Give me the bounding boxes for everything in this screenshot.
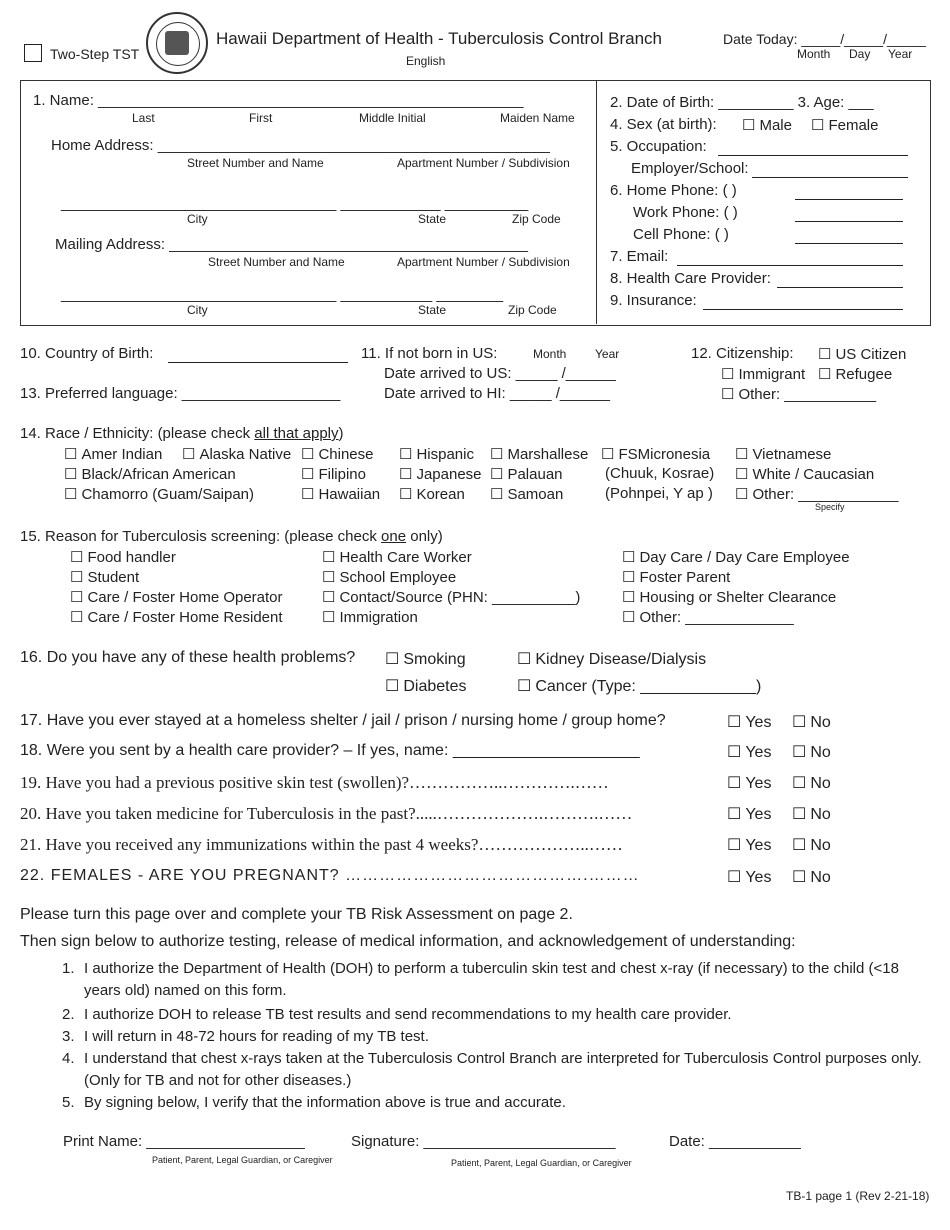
race-white[interactable]: ☐ White / Caucasian bbox=[735, 465, 874, 483]
q22-no[interactable]: ☐ No bbox=[792, 867, 831, 887]
instruction-line-2: Then sign below to authorize testing, release of medical information, and acknowledgement of understanding: bbox=[20, 933, 796, 950]
health-cancer[interactable]: ☐ Cancer (Type: _____________) bbox=[517, 676, 761, 696]
footer-rev: TB-1 page 1 (Rev 2-21-18) bbox=[786, 1189, 930, 1203]
race-black[interactable]: ☐ Black/African American bbox=[64, 465, 236, 483]
reason-health-care-worker[interactable]: ☐ Health Care Worker bbox=[322, 548, 472, 566]
reason-food-handler[interactable]: ☐ Food handler bbox=[70, 548, 176, 566]
race-marshallese[interactable]: ☐ Marshallese bbox=[490, 445, 588, 463]
work-phone-label: Work Phone: ( ) bbox=[633, 204, 738, 221]
reason-school-employee[interactable]: ☐ School Employee bbox=[322, 568, 456, 586]
print-name-field[interactable]: Print Name: ___________________ bbox=[63, 1133, 305, 1150]
race-korean[interactable]: ☐ Korean bbox=[399, 485, 465, 503]
provider-label: 8. Health Care Provider: bbox=[610, 270, 771, 287]
date-today[interactable]: Date Today: _____/_____/_____ bbox=[723, 31, 926, 47]
question-20: 20. Have you taken medicine for Tuberculosis in the past?.....……………….……….…… bbox=[20, 804, 633, 823]
sex-female-checkbox[interactable]: ☐ Female bbox=[811, 116, 878, 134]
date-label-day: Day bbox=[849, 47, 871, 61]
race-vietnamese[interactable]: ☐ Vietnamese bbox=[735, 445, 831, 463]
health-kidney[interactable]: ☐ Kidney Disease/Dialysis bbox=[517, 649, 706, 669]
specify-label: Specify bbox=[815, 502, 845, 512]
label-maiden: Maiden Name bbox=[500, 111, 575, 125]
state-seal-icon bbox=[146, 12, 208, 74]
date-label-month: Month bbox=[797, 47, 831, 61]
race-fsmicronesia[interactable]: ☐ FSMicronesia bbox=[601, 445, 710, 463]
q21-no[interactable]: ☐ No bbox=[792, 835, 831, 855]
citizenship-label: 12. Citizenship: bbox=[691, 345, 794, 362]
home-phone-label: 6. Home Phone: ( ) bbox=[610, 182, 737, 199]
signature-field[interactable]: Signature: _______________________ bbox=[351, 1133, 616, 1150]
question-21: 21. Have you received any immunizations within the past 4 weeks?………………..…… bbox=[20, 835, 623, 854]
reason-contact-source[interactable]: ☐ Contact/Source (PHN: __________) bbox=[322, 588, 580, 606]
label-apt: Apartment Number / Subdivision bbox=[397, 156, 570, 170]
home-city-field[interactable]: _________________________________ ____________ __________ bbox=[61, 195, 529, 212]
fsm-sub-2: (Pohnpei, Y ap ) bbox=[605, 485, 713, 502]
print-name-sub: Patient, Parent, Legal Guardian, or Caregiver bbox=[152, 1155, 333, 1165]
reason-other[interactable]: ☐ Other: _____________ bbox=[622, 608, 794, 626]
race-other[interactable]: ☐ Other: ____________ bbox=[735, 485, 898, 503]
date-field[interactable]: Date: ___________ bbox=[669, 1133, 801, 1150]
work-phone-input[interactable] bbox=[795, 206, 903, 222]
form-title: Hawaii Department of Health - Tuberculosis Control Branch bbox=[216, 29, 662, 48]
label-zip-2: Zip Code bbox=[508, 303, 557, 317]
reason-heading: 15. Reason for Tuberculosis screening: (please check one only) bbox=[20, 528, 443, 545]
q19-no[interactable]: ☐ No bbox=[792, 773, 831, 793]
label-city: City bbox=[187, 212, 208, 226]
reason-student[interactable]: ☐ Student bbox=[70, 568, 139, 586]
language-label: English bbox=[406, 54, 446, 68]
box-divider bbox=[596, 80, 597, 324]
date-label-year: Year bbox=[888, 47, 913, 61]
label-street-2: Street Number and Name bbox=[208, 255, 345, 269]
cell-phone-input[interactable] bbox=[795, 228, 903, 244]
race-hawaiian[interactable]: ☐ Hawaiian bbox=[301, 485, 380, 503]
arrived-hi-field[interactable]: Date arrived to HI: _____ /______ bbox=[384, 385, 610, 402]
q18-yes[interactable]: ☐ Yes bbox=[727, 742, 771, 762]
refugee-checkbox[interactable]: ☐ Refugee bbox=[818, 365, 892, 383]
consent-item-2: 2. I authorize DOH to release TB test results and send recommendations to my health care provider. bbox=[62, 1006, 732, 1023]
employer-label: Employer/School: bbox=[631, 160, 749, 177]
q17-yes[interactable]: ☐ Yes bbox=[727, 712, 771, 732]
question-18: 18. Were you sent by a health care provider? – If yes, name: _____________________ bbox=[20, 742, 640, 759]
email-label: 7. Email: bbox=[610, 248, 669, 265]
q18-no[interactable]: ☐ No bbox=[792, 742, 831, 762]
consent-item-1: 1. I authorize the Department of Health (DOH) to perform a tuberculin skin test and chest x-ray (if necessary) to the child (<18 years old) named on this form. bbox=[62, 960, 899, 999]
insurance-label: 9. Insurance: bbox=[610, 292, 697, 309]
consent-item-5: 5. By signing below, I verify that the information above is true and accurate. bbox=[62, 1094, 566, 1111]
q20-yes[interactable]: ☐ Yes bbox=[727, 804, 771, 824]
label-last: Last bbox=[132, 111, 155, 125]
sex-label: 4. Sex (at birth): bbox=[610, 116, 717, 133]
preferred-language-field[interactable]: 13. Preferred language: ___________________ bbox=[20, 385, 341, 402]
label-first: First bbox=[249, 111, 273, 125]
mailing-address-field[interactable]: Mailing Address: ___________________________________________ bbox=[55, 236, 528, 253]
label-street: Street Number and Name bbox=[187, 156, 324, 170]
reason-foster-parent[interactable]: ☐ Foster Parent bbox=[622, 568, 730, 586]
label-state-2: State bbox=[418, 303, 447, 317]
country-input[interactable] bbox=[168, 347, 348, 363]
insurance-input[interactable] bbox=[703, 294, 903, 310]
two-step-label: Two-Step TST bbox=[50, 46, 140, 62]
q20-no[interactable]: ☐ No bbox=[792, 804, 831, 824]
instruction-line-1: Please turn this page over and complete your TB Risk Assessment on page 2. bbox=[20, 906, 573, 923]
country-label: 10. Country of Birth: bbox=[20, 345, 154, 362]
label-city-2: City bbox=[187, 303, 208, 317]
consent-item-3: 3. I will return in 48-72 hours for reading of my TB test. bbox=[62, 1028, 429, 1045]
label-month: Month bbox=[533, 347, 567, 361]
provider-input[interactable] bbox=[777, 272, 903, 288]
two-step-checkbox[interactable] bbox=[24, 44, 42, 62]
reason-housing[interactable]: ☐ Housing or Shelter Clearance bbox=[622, 588, 836, 606]
label-apt-2: Apartment Number / Subdivision bbox=[397, 255, 570, 269]
reason-day-care[interactable]: ☐ Day Care / Day Care Employee bbox=[622, 548, 850, 566]
race-alaska-native[interactable]: ☐ Alaska Native bbox=[182, 445, 291, 463]
reason-foster-resident[interactable]: ☐ Care / Foster Home Resident bbox=[70, 608, 283, 626]
race-hispanic[interactable]: ☐ Hispanic bbox=[399, 445, 474, 463]
race-palauan[interactable]: ☐ Palauan bbox=[490, 465, 563, 483]
signature-sub: Patient, Parent, Legal Guardian, or Caregiver bbox=[451, 1158, 632, 1168]
arrived-us-field[interactable]: Date arrived to US: _____ /______ bbox=[384, 365, 616, 382]
health-diabetes[interactable]: ☐ Diabetes bbox=[385, 676, 467, 696]
consent-item-4: 4. I understand that chest x-rays taken at the Tuberculosis Control Branch are interpreted for Tuberculosis Control purposes only. (Only for TB and not for other diseases.) bbox=[62, 1050, 922, 1089]
race-filipino[interactable]: ☐ Filipino bbox=[301, 465, 366, 483]
sex-male-checkbox[interactable]: ☐ Male bbox=[742, 116, 792, 134]
mailing-city-field[interactable]: _________________________________ ___________ ________ bbox=[61, 286, 504, 303]
label-middle: Middle Initial bbox=[359, 111, 426, 125]
label-state: State bbox=[418, 212, 447, 226]
race-heading: 14. Race / Ethnicity: (please check all that apply) bbox=[20, 425, 344, 442]
reason-foster-operator[interactable]: ☐ Care / Foster Home Operator bbox=[70, 588, 283, 606]
name-field[interactable]: 1. Name: ___________________________________________________ bbox=[33, 92, 524, 109]
label-year: Year bbox=[595, 347, 620, 361]
cell-phone-label: Cell Phone: ( ) bbox=[633, 226, 729, 243]
occupation-label: 5. Occupation: bbox=[610, 138, 707, 155]
race-japanese[interactable]: ☐ Japanese bbox=[399, 465, 482, 483]
q19-yes[interactable]: ☐ Yes bbox=[727, 773, 771, 793]
citizenship-other-checkbox[interactable]: ☐ Other: ___________ bbox=[721, 385, 876, 403]
question-22: 22. FEMALES - ARE YOU PREGNANT? …………………………………….……… bbox=[20, 867, 640, 884]
employer-input[interactable] bbox=[752, 162, 908, 178]
race-chamorro[interactable]: ☐ Chamorro (Guam/Saipan) bbox=[64, 485, 254, 503]
q17-no[interactable]: ☐ No bbox=[792, 712, 831, 732]
fsm-sub-1: (Chuuk, Kosrae) bbox=[605, 465, 715, 482]
q22-yes[interactable]: ☐ Yes bbox=[727, 867, 771, 887]
occupation-input[interactable] bbox=[718, 140, 908, 156]
email-input[interactable] bbox=[677, 250, 903, 266]
q21-yes[interactable]: ☐ Yes bbox=[727, 835, 771, 855]
health-smoking[interactable]: ☐ Smoking bbox=[385, 649, 466, 669]
immigrant-checkbox[interactable]: ☐ Immigrant bbox=[721, 365, 805, 383]
us-citizen-checkbox[interactable]: ☐ US Citizen bbox=[818, 345, 906, 363]
race-chinese[interactable]: ☐ Chinese bbox=[301, 445, 374, 463]
reason-immigration[interactable]: ☐ Immigration bbox=[322, 608, 418, 626]
home-phone-input[interactable] bbox=[795, 184, 903, 200]
home-address-field[interactable]: Home Address: _______________________________________________ bbox=[51, 137, 550, 154]
race-amer-indian[interactable]: ☐ Amer Indian bbox=[64, 445, 162, 463]
question-17: 17. Have you ever stayed at a homeless shelter / jail / prison / nursing home / group home? bbox=[20, 712, 666, 729]
question-19: 19. Have you had a previous positive skin test (swollen)?……………..………….…… bbox=[20, 773, 609, 792]
race-samoan[interactable]: ☐ Samoan bbox=[490, 485, 563, 503]
health-problems-label: 16. Do you have any of these health problems? bbox=[20, 649, 356, 666]
label-zip: Zip Code bbox=[512, 212, 561, 226]
not-us-label: 11. If not born in US: bbox=[361, 345, 498, 362]
dob-age-field[interactable]: 2. Date of Birth: _________ 3. Age: ___ bbox=[610, 94, 874, 111]
